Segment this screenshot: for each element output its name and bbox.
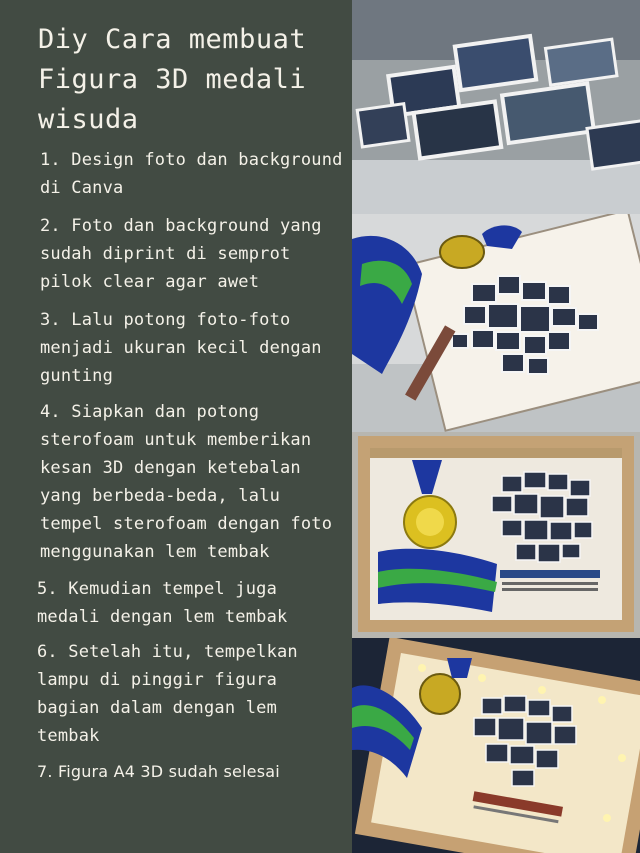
page-title: Diy Cara membuat Figura 3D medali wisuda xyxy=(38,24,307,135)
photo-collage-layout xyxy=(352,214,640,432)
photo-printed-photos xyxy=(352,0,640,214)
step-7: 7. Figura A4 3D sudah selesai xyxy=(37,762,280,781)
step-3: 3. Lalu potong foto-foto menjadi ukuran kecil dengan gunting xyxy=(40,310,322,386)
photo-lit-frame xyxy=(352,638,640,853)
photo-framed-collage xyxy=(352,432,640,638)
step-4: 4. Siapkan dan potong sterofoam untuk memberikan kesan 3D dengan ketebalan yang berbeda-beda, lalu tempel sterofoam dengan foto menggunakan lem tembak xyxy=(40,402,333,562)
step-5: 5. Kemudian tempel juga medali dengan lem tembak xyxy=(37,579,288,627)
step-6: 6. Setelah itu, tempelkan lampu di pinggir figura bagian dalam dengan lem tembak xyxy=(37,642,298,746)
step-1: 1. Design foto dan background di Canva xyxy=(40,150,343,198)
step-2: 2. Foto dan background yang sudah diprint di semprot pilok clear agar awet xyxy=(40,216,322,292)
photo-strip xyxy=(352,0,640,853)
